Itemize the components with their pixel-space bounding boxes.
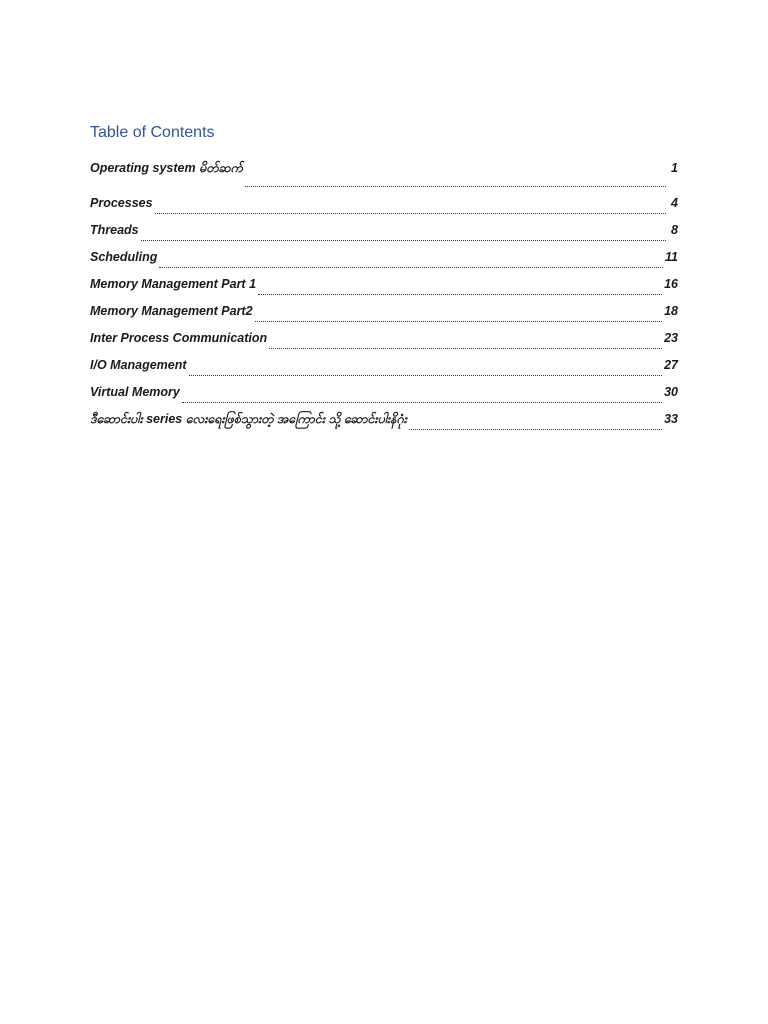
toc-entry-processes[interactable]: [90, 193, 678, 220]
toc-entry-threads[interactable]: [90, 220, 678, 247]
toc-entry-series-epilogue[interactable]: [90, 409, 678, 436]
dot-leader: [409, 428, 662, 430]
toc-entry-title: Virtual Memory: [90, 385, 180, 399]
toc-entry-page: 8: [671, 223, 678, 237]
toc-entry-title: I/O Management: [90, 358, 187, 372]
toc-entry-page: 1: [671, 161, 678, 175]
toc-entry-page: 33: [664, 412, 678, 426]
toc-heading: Table of Contents: [90, 124, 215, 141]
dot-leader: [269, 347, 662, 349]
toc-entry-scheduling[interactable]: [90, 247, 678, 274]
toc-entry-page: 11: [665, 250, 678, 264]
dot-leader: [255, 320, 663, 322]
toc-entry-page: 18: [664, 304, 678, 318]
toc-list: [90, 158, 678, 436]
toc-entry-memory-management-part-1[interactable]: [90, 274, 678, 301]
dot-leader: [182, 401, 662, 403]
dot-leader: [189, 374, 663, 376]
toc-entry-title: Processes: [90, 196, 153, 210]
toc-entry-inter-process-communication[interactable]: [90, 328, 678, 355]
toc-entry-title: Operating system မိတ်ဆက်: [90, 161, 243, 175]
toc-entry-page: 30: [664, 385, 678, 399]
toc-entry-title: Memory Management Part 1: [90, 277, 257, 291]
toc-entry-page: 27: [664, 358, 678, 372]
dot-leader: [245, 185, 666, 187]
toc-entry-operating-system[interactable]: [90, 158, 678, 193]
toc-entry-page: 4: [671, 196, 678, 210]
toc-entry-title: Memory Management Part2: [90, 304, 253, 318]
toc-entry-virtual-memory[interactable]: [90, 382, 678, 409]
dot-leader: [159, 266, 663, 268]
toc-entry-title: ဒီဆောင်းပါး series လေးရေးဖြစ်သွားတဲ့ အကြောင်း သို့ ဆောင်းပါးနိဂုံး: [90, 412, 407, 426]
toc-entry-page: 16: [664, 277, 678, 291]
dot-leader: [141, 239, 666, 241]
toc-entry-title: Threads: [90, 223, 139, 237]
toc-entry-title: Inter Process Communication: [90, 331, 268, 345]
toc-entry-title: Scheduling: [90, 250, 158, 264]
toc-entry-io-management[interactable]: [90, 355, 678, 382]
toc-entry-page: 23: [664, 331, 678, 345]
dot-leader: [258, 293, 662, 295]
toc-entry-memory-management-part-2[interactable]: [90, 301, 678, 328]
dot-leader: [155, 212, 666, 214]
